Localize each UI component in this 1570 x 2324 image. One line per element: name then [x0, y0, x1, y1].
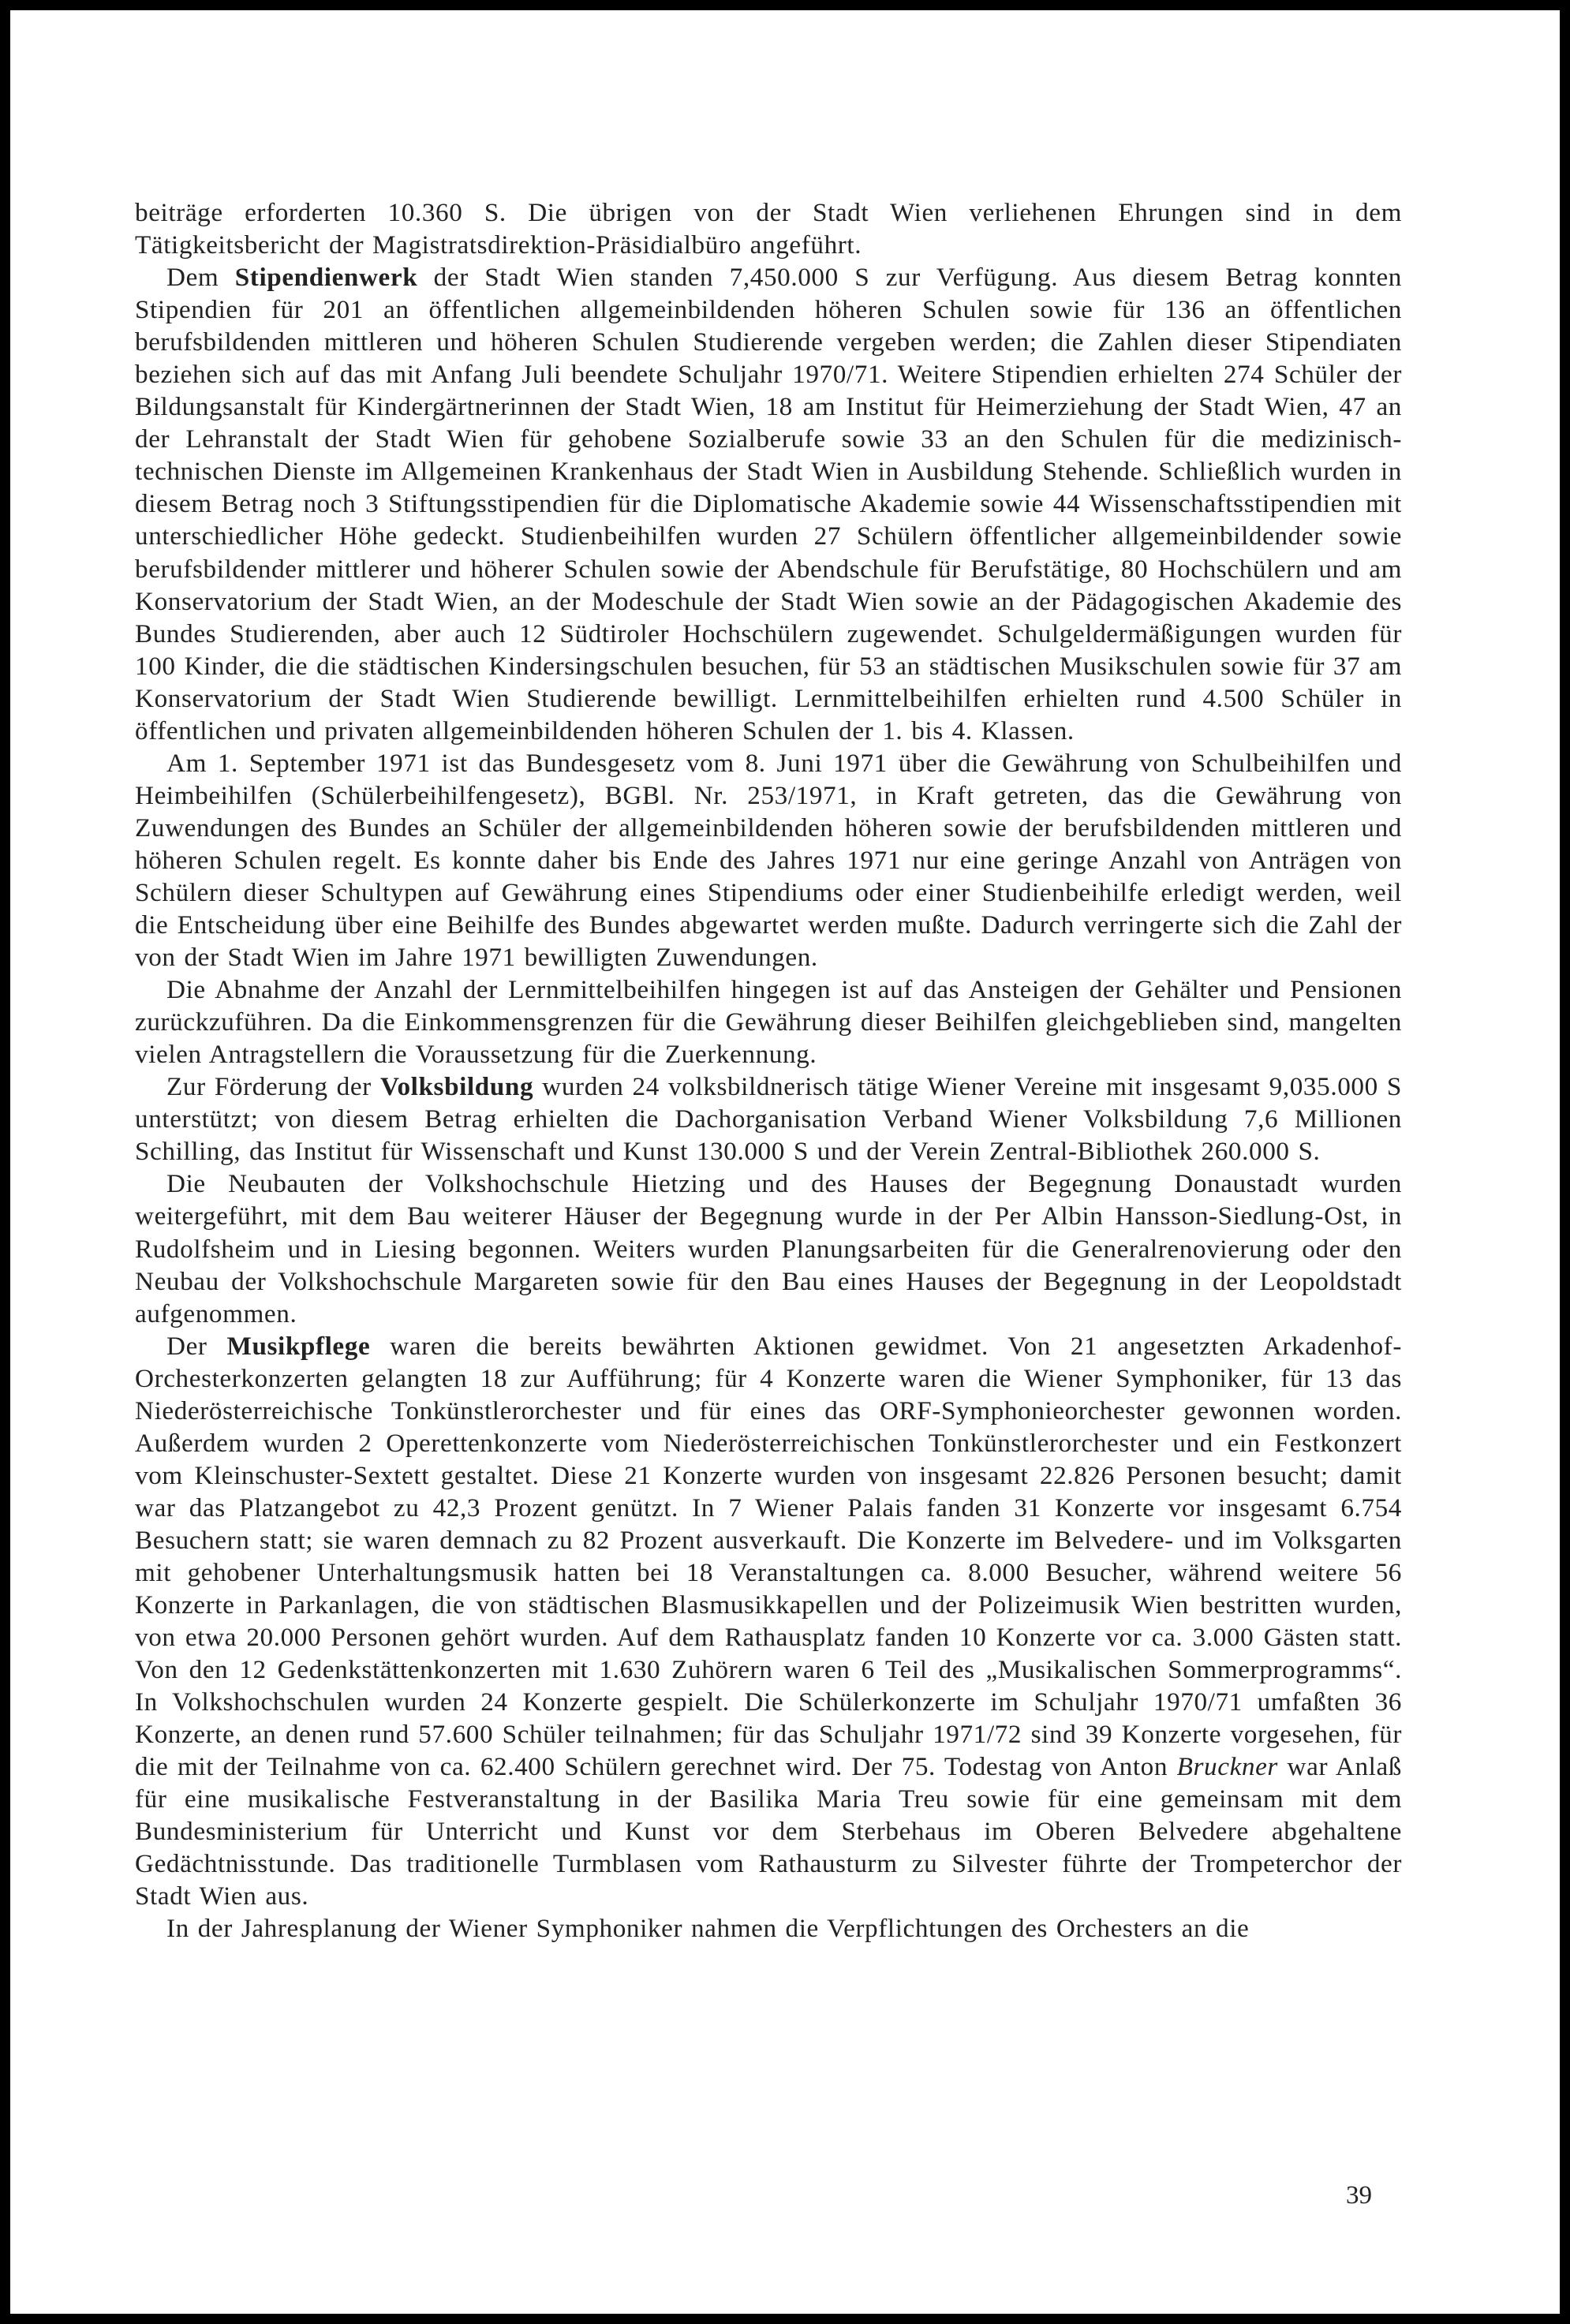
- text-run: war Anlaß für eine musikalische Festveranstaltung in der Basilika Maria Treu sowie für eine gemeinsam mit dem Bundesministerium für Unterricht und Kunst vor dem Sterbehaus im Oberen Belvedere abgehaltene Gedächtnisstunde. Das traditionelle Turmblasen vom Rathausturm zu Silvester führte der Trompeterchor der Stadt Wien aus.: [135, 1752, 1403, 1911]
- bold-term: Stipendienwerk: [234, 263, 418, 293]
- paragraph: [135, 1912, 1402, 1945]
- paragraph: [135, 747, 1402, 973]
- paragraph: [135, 1330, 1402, 1913]
- text-run: Die Neubauten der Volkshochschule Hietzing und des Hauses der Begegnung Donaustadt wurden weitergeführt, mit dem Bau weiterer Häuser der Begegnung wurde in der Per Albin Hansson-Siedlung-Ost, in Rudolfsheim und in Liesing begonnen. Weiters wurden Planungsarbeiten für die Generalrenovierung oder den Neubau der Volkshochschule Margareten sowie für den Bau eines Hauses der Begegnung in der Leopoldstadt aufgenommen.: [135, 1169, 1402, 1328]
- body-text: [135, 196, 1402, 1945]
- text-run: waren die bereits bewährten Aktionen gewidmet. Von 21 angesetzten Arkadenhof-Orchesterkonzerten gelangten 18 zur Aufführung; für 4 Konzerte waren die Wiener Symphoniker, für 13 das Niederösterreichische Tonkünstlerorchester und für eines das ORF-Symphonieorchester gewonnen worden. Außerdem wurden 2 Operettenkonzerte vom Niederösterreichischen Tonkünstlerorchester und ein Festkonzert vom Kleinschuster-Sextett gestaltet. Diese 21 Konzerte wurden von insgesamt 22.826 Personen besucht; damit war das Platzangebot zu 42,3 Prozent genützt. In 7 Wiener Palais fanden 31 Konzerte vor insgesamt 6.754 Besuchern statt; sie waren demnach zu 82 Prozent ausverkauft. Die Konzerte im Belvedere- und im Volksgarten mit gehobener Unterhaltungsmusik hatten bei 18 Veranstaltungen ca. 8.000 Besucher, während weitere 56 Konzerte in Parkanlagen, die von städtischen Blasmusikkapellen und der Polizeimusik Wien bestritten wurden, von etwa 20.000 Personen gehört wurden. Auf dem Rathausplatz fanden 10 Konzerte vor ca. 3.000 Gästen statt. Von den 12 Gedenkstättenkonzerten mit 1.630 Zuhörern waren 6 Teil des „Musikalischen Sommerprogramms“. In Volkshochschulen wurden 24 Konzerte gespielt. Die Schülerkonzerte im Schuljahr 1970/71 umfaßten 36 Konzerte, an denen rund 57.600 Schüler teilnahmen; für das Schuljahr 1971/72 sind 39 Konzerte vorgesehen, für die mit der Teilnahme von ca. 62.400 Schülern gerechnet wird. Der 75. Todestag von Anton: [135, 1331, 1402, 1782]
- paragraph: [135, 1070, 1402, 1168]
- bold-term: Musikpflege: [226, 1331, 371, 1361]
- italic-name: Bruckner: [1176, 1752, 1278, 1782]
- paragraph: [135, 261, 1402, 747]
- text-run: Dem: [166, 263, 235, 293]
- text-run: Am 1. September 1971 ist das Bundesgesetz vom 8. Juni 1971 über die Gewährung von Schulbeihilfen und Heimbeihilfen (Schülerbeihilfengesetz), BGBl. Nr. 253/1971, in Kraft getreten, das die Gewährung von Zuwendungen des Bundes an Schüler der allgemeinbildenden höheren sowie der berufsbildenden mittleren und höheren Schulen regelt. Es konnte daher bis Ende des Jahres 1971 nur eine geringe Anzahl von Anträgen von Schülern dieser Schultypen auf Gewährung eines Stipendiums oder einer Studienbeihilfe erledigt werden, weil die Entscheidung über eine Beihilfe des Bundes abgewartet werden mußte. Dadurch verringerte sich die Zahl der von der Stadt Wien im Jahre 1971 bewilligten Zuwendungen.: [135, 748, 1402, 973]
- paragraph: [135, 196, 1402, 261]
- bold-term: Volksbildung: [379, 1072, 534, 1102]
- text-run: Zur Förderung der: [166, 1072, 380, 1102]
- page-number: 39: [1346, 2181, 1372, 2210]
- paragraph: [135, 1168, 1402, 1329]
- text-run: wurden 24 volksbildnerisch tätige Wiener Vereine mit insgesamt 9,035.000 S unterstützt; von diesem Betrag erhielten die Dachorganisation Verband Wiener Volksbildung 7,6 Millionen Schilling, das Institut für Wissenschaft und Kunst 130.000 S und der Verein Zentral-Bibliothek 260.000 S.: [135, 1072, 1402, 1167]
- text-run: Der: [166, 1331, 227, 1361]
- text-run: Die Abnahme der Anzahl der Lernmittelbeihilfen hingegen ist auf das Ansteigen der Gehälter und Pensionen zurückzuführen. Da die Einkommensgrenzen für die Gewährung dieser Beihilfen gleichgeblieben sind, mangelten vielen Antragstellern die Voraussetzung für die Zuerkennung.: [135, 975, 1402, 1070]
- text-run: In der Jahresplanung der Wiener Symphoniker nahmen die Verpflichtungen des Orchesters an die: [166, 1914, 1250, 1944]
- paragraph: [135, 973, 1402, 1070]
- text-run: der Stadt Wien standen 7,450.000 S zur Verfügung. Aus diesem Betrag konnten Stipendien für 201 an öffentlichen allgemeinbildenden höheren Schulen sowie für 136 an öffentlichen berufsbildenden mittleren und höheren Schulen Studierende vergeben werden; die Zahlen dieser Stipendiaten beziehen sich auf das mit Anfang Juli beendete Schuljahr 1970/71. Weitere Stipendien erhielten 274 Schüler der Bildungsanstalt für Kindergärtnerinnen der Stadt Wien, 18 am Institut für Heimerziehung der Stadt Wien, 47 an der Lehranstalt der Stadt Wien für gehobene Sozialberufe sowie 33 an den Schulen für die medizinisch-technischen Dienste im Allgemeinen Krankenhaus der Stadt Wien in Ausbildung Stehende. Schließlich wurden in diesem Betrag noch 3 Stiftungsstipendien für die Diplomatische Akademie sowie 44 Wissenschaftsstipendien mit unterschiedlicher Höhe gedeckt. Studienbeihilfen wurden 27 Schülern öffentlicher allgemeinbildender sowie berufsbildender mittlerer und höherer Schulen sowie der Abendschule für Berufstätige, 80 Hochschülern und am Konservatorium der Stadt Wien, an der Modeschule der Stadt Wien sowie an der Pädagogischen Akademie des Bundes Studierenden, aber auch 12 Südtiroler Hochschülern zugewendet. Schulgeldermäßigungen wurden für 100 Kinder, die die städtischen Kindersingschulen besuchen, für 53 an städtischen Musikschulen sowie für 37 am Konservatorium der Stadt Wien Studierende bewilligt. Lernmittelbeihilfen erhielten rund 4.500 Schüler in öffentlichen und privaten allgemeinbildenden höheren Schulen der 1. bis 4. Klassen.: [135, 263, 1402, 745]
- text-run: beiträge erforderten 10.360 S. Die übrigen von der Stadt Wien verliehenen Ehrungen sind in dem Tätigkeitsbericht der Magistratsdirektion-Präsidialbüro angeführt.: [135, 198, 1402, 260]
